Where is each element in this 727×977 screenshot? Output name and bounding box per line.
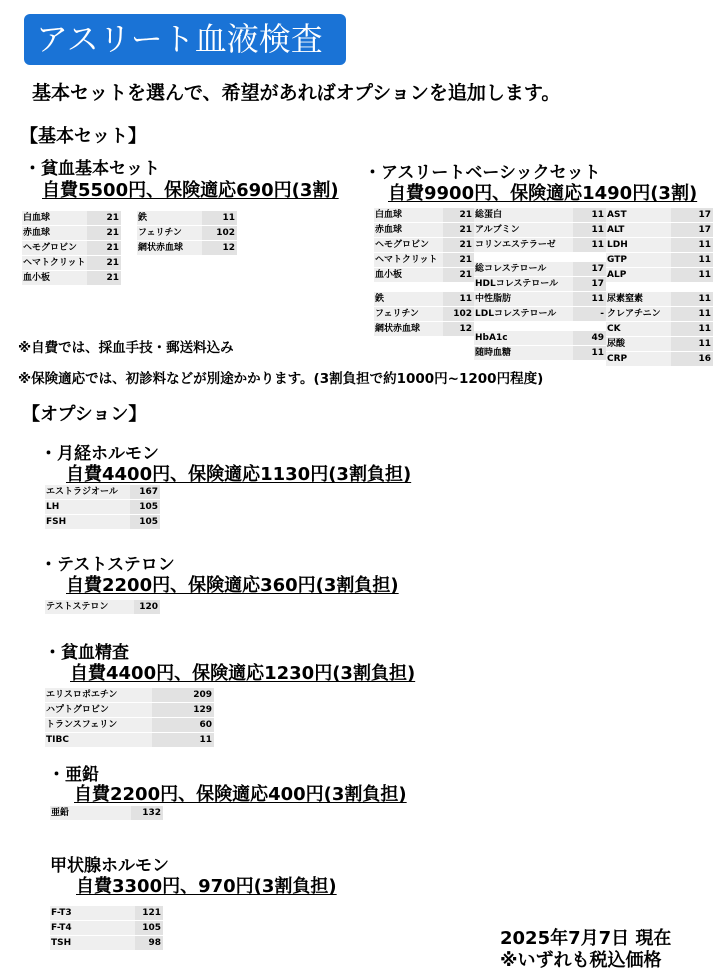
thyroid-hormone-price: 自費3300円、970円(3割負担) <box>76 876 337 897</box>
test-item-name: AST <box>606 208 671 222</box>
test-item-row <box>137 226 237 240</box>
anemia-basic-col2 <box>137 211 237 256</box>
test-item-row <box>374 253 474 267</box>
anemia-detail-table <box>45 688 214 748</box>
page-title: アスリート血液検査 <box>24 14 346 65</box>
thyroid-hormone-table <box>50 906 163 951</box>
test-item-name: トランスフェリン <box>45 718 152 732</box>
test-item-points: 17 <box>573 262 606 276</box>
test-item-points: 21 <box>87 271 121 285</box>
test-item-points: 21 <box>443 208 474 222</box>
test-item-row <box>22 211 121 225</box>
row-spacer <box>606 283 713 292</box>
athlete-basic-col3 <box>606 208 713 367</box>
test-item-row <box>374 208 474 222</box>
test-item-row <box>374 307 474 321</box>
test-item-name: HDLコレステロール <box>474 277 573 291</box>
test-item-points: 11 <box>443 292 474 306</box>
test-item-points: 21 <box>87 256 121 270</box>
test-item-row <box>45 703 214 717</box>
anemia-detail-price: 自費4400円、保険適応1230円(3割負担) <box>70 663 416 684</box>
test-item-row <box>22 256 121 270</box>
test-item-name: 鉄 <box>137 211 202 225</box>
row-spacer <box>474 322 606 331</box>
test-item-points: 11 <box>573 292 606 306</box>
test-item-points: 105 <box>130 515 160 529</box>
test-item-name: フェリチン <box>137 226 202 240</box>
test-item-row <box>45 500 160 514</box>
test-item-name: 白血球 <box>22 211 87 225</box>
zinc-price: 自費2200円、保険適応400円(3割負担) <box>74 784 407 805</box>
testosterone-price: 自費2200円、保険適応360円(3割負担) <box>66 575 399 596</box>
test-item-name: LDH <box>606 238 671 252</box>
test-item-points: 11 <box>671 268 713 282</box>
test-item-row <box>606 268 713 282</box>
test-item-points: 132 <box>131 806 163 820</box>
test-item-name: アルブミン <box>474 223 573 237</box>
test-item-row <box>606 352 713 366</box>
test-item-name: 血小板 <box>374 268 443 282</box>
test-item-points: 17 <box>573 277 606 291</box>
test-item-points: 21 <box>443 223 474 237</box>
test-item-row <box>606 292 713 306</box>
thyroid-hormone-name: 甲状腺ホルモン <box>50 856 169 876</box>
athlete-basic-col2 <box>474 208 606 361</box>
test-item-name: エストラジオール <box>45 485 130 499</box>
test-item-name: 網状赤血球 <box>374 322 443 336</box>
test-item-points: 129 <box>152 703 214 717</box>
test-item-name: F-T4 <box>50 921 135 935</box>
test-item-row <box>22 226 121 240</box>
test-item-points: 21 <box>443 268 474 282</box>
test-item-name: ヘマトクリット <box>374 253 443 267</box>
test-item-name: 血小板 <box>22 271 87 285</box>
test-item-row <box>45 600 160 614</box>
test-item-points: 21 <box>443 253 474 267</box>
basic-set-heading: 【基本セット】 <box>20 126 146 147</box>
tax-included-note: ※いずれも税込価格 <box>500 950 662 971</box>
test-item-points: 11 <box>573 238 606 252</box>
test-item-points: 17 <box>671 223 713 237</box>
test-item-points: 11 <box>671 307 713 321</box>
test-item-points: 11 <box>671 322 713 336</box>
test-item-name: TIBC <box>45 733 152 747</box>
test-item-row <box>474 292 606 306</box>
test-item-name: 中性脂肪 <box>474 292 573 306</box>
test-item-name: 随時血糖 <box>474 346 573 360</box>
test-item-points: 11 <box>202 211 237 225</box>
row-spacer <box>374 283 474 292</box>
menstrual-hormone-name: ・月経ホルモン <box>40 444 159 464</box>
test-item-name: F-T3 <box>50 906 135 920</box>
anemia-detail-name: ・貧血精査 <box>44 643 129 663</box>
testosterone-name: ・テストステロン <box>40 555 175 575</box>
test-item-row <box>474 277 606 291</box>
test-item-name: 総コレステロール <box>474 262 573 276</box>
test-item-points: 11 <box>671 292 713 306</box>
test-item-points: 21 <box>443 238 474 252</box>
test-item-points: 105 <box>130 500 160 514</box>
note-self-pay: ※自費では、採血手技・郵送料込み <box>18 340 234 356</box>
test-item-row <box>474 307 606 321</box>
test-item-row <box>374 322 474 336</box>
row-spacer <box>474 253 606 262</box>
test-item-name: ALT <box>606 223 671 237</box>
test-item-name: LH <box>45 500 130 514</box>
test-item-points: 11 <box>573 208 606 222</box>
test-item-name: ALP <box>606 268 671 282</box>
test-item-row <box>45 718 214 732</box>
test-item-row <box>606 238 713 252</box>
testosterone-table <box>45 600 160 615</box>
test-item-points: 11 <box>671 238 713 252</box>
zinc-name: ・亜鉛 <box>48 765 99 785</box>
test-item-points: 21 <box>87 241 121 255</box>
test-item-points: 21 <box>87 211 121 225</box>
as-of-date: 2025年7月7日 現在 <box>500 928 672 949</box>
anemia-basic-set-name: ・貧血基本セット <box>24 159 160 179</box>
test-item-name: エリスロポエチン <box>45 688 152 702</box>
test-item-name: ヘモグロビン <box>374 238 443 252</box>
athlete-basic-set-name: ・アスリートベーシックセット <box>364 163 601 183</box>
test-item-points: 121 <box>135 906 163 920</box>
test-item-name: FSH <box>45 515 130 529</box>
test-item-name: HbA1c <box>474 331 573 345</box>
test-item-name: 尿酸 <box>606 337 671 351</box>
test-item-row <box>606 322 713 336</box>
test-item-row <box>474 238 606 252</box>
test-item-points: - <box>573 307 606 321</box>
test-item-row <box>45 485 160 499</box>
test-item-name: 尿素窒素 <box>606 292 671 306</box>
test-item-points: 12 <box>443 322 474 336</box>
test-item-points: 21 <box>87 226 121 240</box>
test-item-name: 鉄 <box>374 292 443 306</box>
test-item-points: 102 <box>202 226 237 240</box>
test-item-points: 11 <box>671 253 713 267</box>
note-insurance: ※保険適応では、初診料などが別途かかります。(3割負担で約1000円~1200円程度) <box>18 371 544 387</box>
test-item-name: ヘマトクリット <box>23 258 86 268</box>
test-item-row <box>474 223 606 237</box>
menstrual-hormone-table <box>45 485 160 530</box>
test-item-row <box>606 223 713 237</box>
test-item-points: 49 <box>573 331 606 345</box>
test-item-name: 赤血球 <box>374 223 443 237</box>
test-item-points: 102 <box>443 307 474 321</box>
test-item-name: CRP <box>606 352 671 366</box>
test-item-name: LDLコレステロール <box>474 307 573 321</box>
test-item-points: 12 <box>202 241 237 255</box>
options-heading: 【オプション】 <box>22 404 147 425</box>
test-item-name: ハプトグロビン <box>45 703 152 717</box>
test-item-row <box>137 241 237 255</box>
test-item-points: 11 <box>152 733 214 747</box>
test-item-name: コリンエステラーゼ <box>474 238 573 252</box>
test-item-row <box>374 268 474 282</box>
test-item-name: 白血球 <box>374 208 443 222</box>
test-item-name: GTP <box>606 253 671 267</box>
test-item-row <box>374 238 474 252</box>
intro-text: 基本セットを選んで、希望があればオプションを追加します。 <box>32 82 561 104</box>
menstrual-hormone-price: 自費4400円、保険適応1130円(3割負担) <box>66 464 412 485</box>
athlete-basic-set-price: 自費9900円、保険適応1490円(3割) <box>388 183 698 204</box>
test-item-points: 209 <box>152 688 214 702</box>
zinc-table <box>50 806 163 821</box>
test-item-row <box>22 241 121 255</box>
test-item-points: 60 <box>152 718 214 732</box>
test-item-row <box>45 733 214 747</box>
test-item-row <box>606 253 713 267</box>
test-item-row <box>50 921 163 935</box>
test-item-row <box>374 292 474 306</box>
test-item-row <box>50 806 163 820</box>
test-item-row <box>606 307 713 321</box>
test-item-points: 120 <box>134 600 160 614</box>
test-item-points: 16 <box>671 352 713 366</box>
test-item-row <box>50 906 163 920</box>
test-item-row <box>22 271 121 285</box>
test-item-name: ヘモグロビン <box>22 241 87 255</box>
test-item-points: 167 <box>130 485 160 499</box>
test-item-points: 11 <box>671 337 713 351</box>
test-item-name: TSH <box>50 936 135 950</box>
test-item-name: フェリチン <box>374 307 443 321</box>
test-item-points: 105 <box>135 921 163 935</box>
test-item-row <box>45 688 214 702</box>
test-item-name: テストステロン <box>45 600 134 614</box>
test-item-points: 11 <box>573 223 606 237</box>
test-item-points: 11 <box>573 346 606 360</box>
test-item-row <box>606 208 713 222</box>
test-item-row <box>45 515 160 529</box>
test-item-row <box>474 208 606 222</box>
test-item-name: CK <box>606 322 671 336</box>
test-item-points: 17 <box>671 208 713 222</box>
test-item-row <box>606 337 713 351</box>
test-item-row <box>474 346 606 360</box>
test-item-row <box>474 262 606 276</box>
test-item-row <box>137 211 237 225</box>
anemia-basic-col1 <box>22 211 121 286</box>
test-item-row <box>474 331 606 345</box>
athlete-basic-col1 <box>374 208 474 337</box>
test-item-name: クレアチニン <box>606 307 671 321</box>
test-item-points: 98 <box>135 936 163 950</box>
test-item-name: 赤血球 <box>22 226 87 240</box>
test-item-name: 網状赤血球 <box>137 241 202 255</box>
test-item-row <box>50 936 163 950</box>
test-item-name: 総蛋白 <box>474 208 573 222</box>
anemia-basic-set-price: 自費5500円、保険適応690円(3割) <box>42 180 339 201</box>
test-item-name: 亜鉛 <box>50 806 131 820</box>
test-item-row <box>374 223 474 237</box>
